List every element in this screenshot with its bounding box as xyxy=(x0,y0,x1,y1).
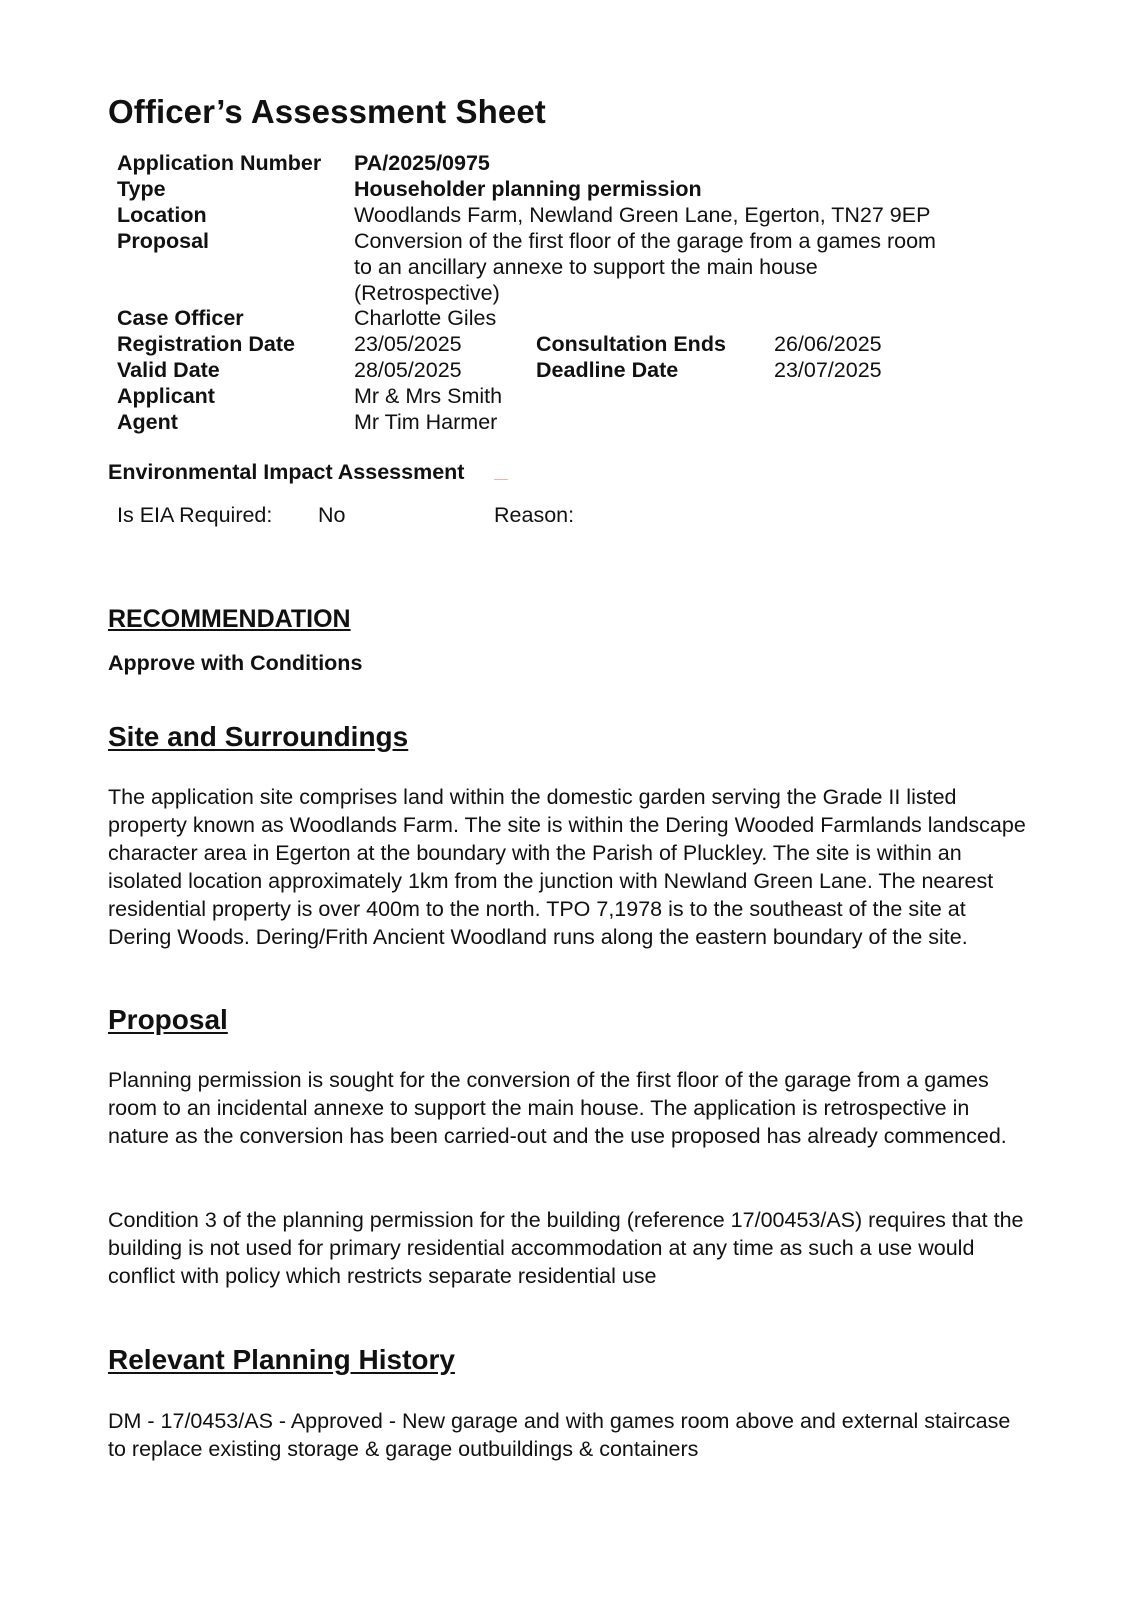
type-label: Type xyxy=(117,177,166,201)
eia-reason-label: Reason: xyxy=(494,503,575,527)
case-officer-label: Case Officer xyxy=(117,306,244,330)
applicant-value: Mr & Mrs Smith xyxy=(354,384,503,408)
agent-label: Agent xyxy=(117,410,178,434)
consultation-ends-value: 26/06/2025 xyxy=(774,332,882,356)
applicant-label: Applicant xyxy=(117,384,215,408)
proposal-line-2: to an ancillary annexe to support the main house xyxy=(354,255,818,279)
registration-date-value: 23/05/2025 xyxy=(354,332,462,356)
proposal-line-1: Conversion of the first floor of the garage from a games room xyxy=(354,229,936,253)
history-heading: Relevant Planning History xyxy=(108,1344,455,1375)
location-label: Location xyxy=(117,203,207,227)
valid-date-value: 28/05/2025 xyxy=(354,358,462,382)
valid-date-label: Valid Date xyxy=(117,358,220,382)
proposal-paragraph-2: Condition 3 of the planning permission for the building (reference 17/00453/AS) requires that the building is not used for primary residential accommodation at any time as such a use would conflict with policy which restricts separate residential use xyxy=(108,1208,1024,1288)
proposal-label: Proposal xyxy=(117,229,209,253)
proposal-heading: Proposal xyxy=(108,1004,228,1035)
case-officer-value: Charlotte Giles xyxy=(354,306,497,330)
history-paragraph: DM - 17/0453/AS - Approved - New garage and with games room above and external staircase to replace existing storage & garage outbuildings & containers xyxy=(108,1409,1011,1461)
recommendation-heading: RECOMMENDATION xyxy=(108,605,351,633)
site-paragraph: The application site comprises land within the domestic garden serving the Grade II listed property known as Woodlands Farm. The site is within the Dering Wooded Farmlands landscape character area in Egerton at the boundary with the Parish of Pluckley. The site is within an isolated location approximately 1km from the junction with Newland Green Lane. The nearest residential property is over 400m to the north. TPO 7,1978 is to the southeast of the site at Dering Woods. Dering/Frith Ancient Woodland runs along the eastern boundary of the site. xyxy=(108,785,1026,949)
location-value: Woodlands Farm, Newland Green Lane, Egerton, TN27 9EP xyxy=(354,203,931,227)
consultation-ends-label: Consultation Ends xyxy=(536,332,726,356)
eia-heading: Environmental Impact Assessment xyxy=(108,460,465,484)
proposal-line-3: (Retrospective) xyxy=(354,281,500,305)
eia-required-value: No xyxy=(318,503,346,527)
type-value: Householder planning permission xyxy=(354,177,702,201)
application-number-label: Application Number xyxy=(117,151,322,175)
page-title: Officer’s Assessment Sheet xyxy=(108,93,546,130)
proposal-paragraph-1: Planning permission is sought for the conversion of the first floor of the garage from a games room to an incidental annexe to support the main house. The application is retrospective in nature as the conversion has been carried-out and the use proposed has already commenced. xyxy=(108,1068,1007,1148)
deadline-date-value: 23/07/2025 xyxy=(774,358,882,382)
eia-mark xyxy=(494,479,508,480)
agent-value: Mr Tim Harmer xyxy=(354,410,498,434)
application-number-value: PA/2025/0975 xyxy=(354,151,490,175)
site-heading: Site and Surroundings xyxy=(108,721,409,752)
registration-date-label: Registration Date xyxy=(117,332,296,356)
recommendation-value: Approve with Conditions xyxy=(108,651,363,675)
eia-required-label: Is EIA Required: xyxy=(117,503,273,527)
deadline-date-label: Deadline Date xyxy=(536,358,679,382)
